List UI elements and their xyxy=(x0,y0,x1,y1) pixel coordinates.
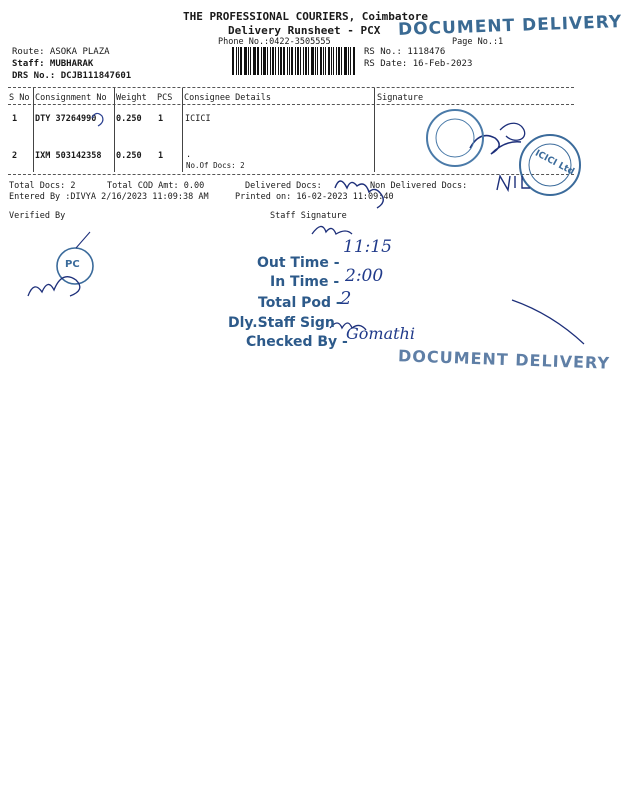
row2-consignee: . xyxy=(186,150,192,160)
row2-pcs: 1 xyxy=(158,151,164,161)
document-delivery-stamp-top: DOCUMENT DELIVERY xyxy=(397,12,623,40)
total-pod-value: 2 xyxy=(340,288,352,309)
row2-sno: 2 xyxy=(12,151,18,161)
consignment-tick-mark xyxy=(92,113,103,126)
row2-consignment: IXM 503142358 xyxy=(35,151,102,161)
phone-number: Phone No.:0422-3505555 xyxy=(218,37,331,47)
page-number: Page No.:1 xyxy=(452,37,504,47)
document-title: Delivery Runsheet - PCX xyxy=(228,24,381,37)
row1-consignee: ICICI xyxy=(185,114,211,124)
printed-on: Printed on: 16-02-2023 11:09:40 xyxy=(235,192,394,202)
col-header-consignee: Consignee Details xyxy=(184,93,271,103)
col-header-signature: Signature xyxy=(377,93,424,103)
staff-signature-scribble xyxy=(312,226,352,234)
rs-date: RS Date: 16-Feb-2023 xyxy=(364,59,473,69)
row2-doc-count: No.Of Docs: 2 xyxy=(186,161,245,170)
row1-consignment: DTY 37264990 xyxy=(35,114,97,124)
in-time-value: 2:00 xyxy=(345,266,384,286)
row1-signature-flourish xyxy=(500,123,525,140)
total-pod-label: Total Pod - xyxy=(258,295,342,311)
company-name: THE PROFESSIONAL COURIERS, Coimbatore xyxy=(183,10,429,23)
col-header-weight: Weight xyxy=(116,93,147,103)
row1-sno: 1 xyxy=(12,114,18,124)
rs-number: RS No.: 1118476 xyxy=(364,47,446,57)
checked-by-value: Gomathi xyxy=(346,324,415,343)
delivered-handwriting xyxy=(335,181,383,208)
pc-stamp-icon xyxy=(427,110,483,166)
in-time-label: In Time - xyxy=(270,274,340,290)
out-time-label: Out Time - xyxy=(257,255,340,271)
pc-stamp-text: PC xyxy=(65,259,80,270)
document-delivery-stamp-bottom: DOCUMENT DELIVERY xyxy=(397,346,611,373)
checked-by-label: Checked By - xyxy=(246,334,348,350)
col-header-sno: S No xyxy=(9,93,30,103)
verified-by-label: Verified By xyxy=(9,211,66,221)
row1-pcs: 1 xyxy=(158,114,164,124)
route-label: Route: ASOKA PLAZA xyxy=(12,47,110,57)
drs-number: DRS No.: DCJB111847601 xyxy=(12,71,132,81)
col-header-pcs: PCS xyxy=(157,93,173,103)
entered-by: Entered By :DIVYA 2/16/2023 11:09:38 AM xyxy=(9,192,209,202)
non-delivered-docs: Non Delivered Docs: xyxy=(370,181,468,191)
total-docs: Total Docs: 2 xyxy=(9,181,76,191)
icici-stamp-text: ICICI Ltd xyxy=(533,148,576,178)
delivered-docs: Delivered Docs: xyxy=(245,181,322,191)
dly-staff-sign-label: Dly.Staff Sign xyxy=(228,315,335,331)
row2-weight: 0.250 xyxy=(116,151,142,161)
row1-weight: 0.250 xyxy=(116,114,142,124)
staff-label: Staff: MUBHARAK xyxy=(12,59,94,69)
verified-signature xyxy=(28,277,80,296)
row1-signature xyxy=(470,136,521,154)
out-time-value: 11:15 xyxy=(343,237,392,257)
staff-signature-label: Staff Signature xyxy=(270,211,347,221)
col-header-consignment: Consignment No xyxy=(35,93,107,103)
pen-stroke xyxy=(512,300,584,344)
total-cod: Total COD Amt: 0.00 xyxy=(107,181,205,191)
